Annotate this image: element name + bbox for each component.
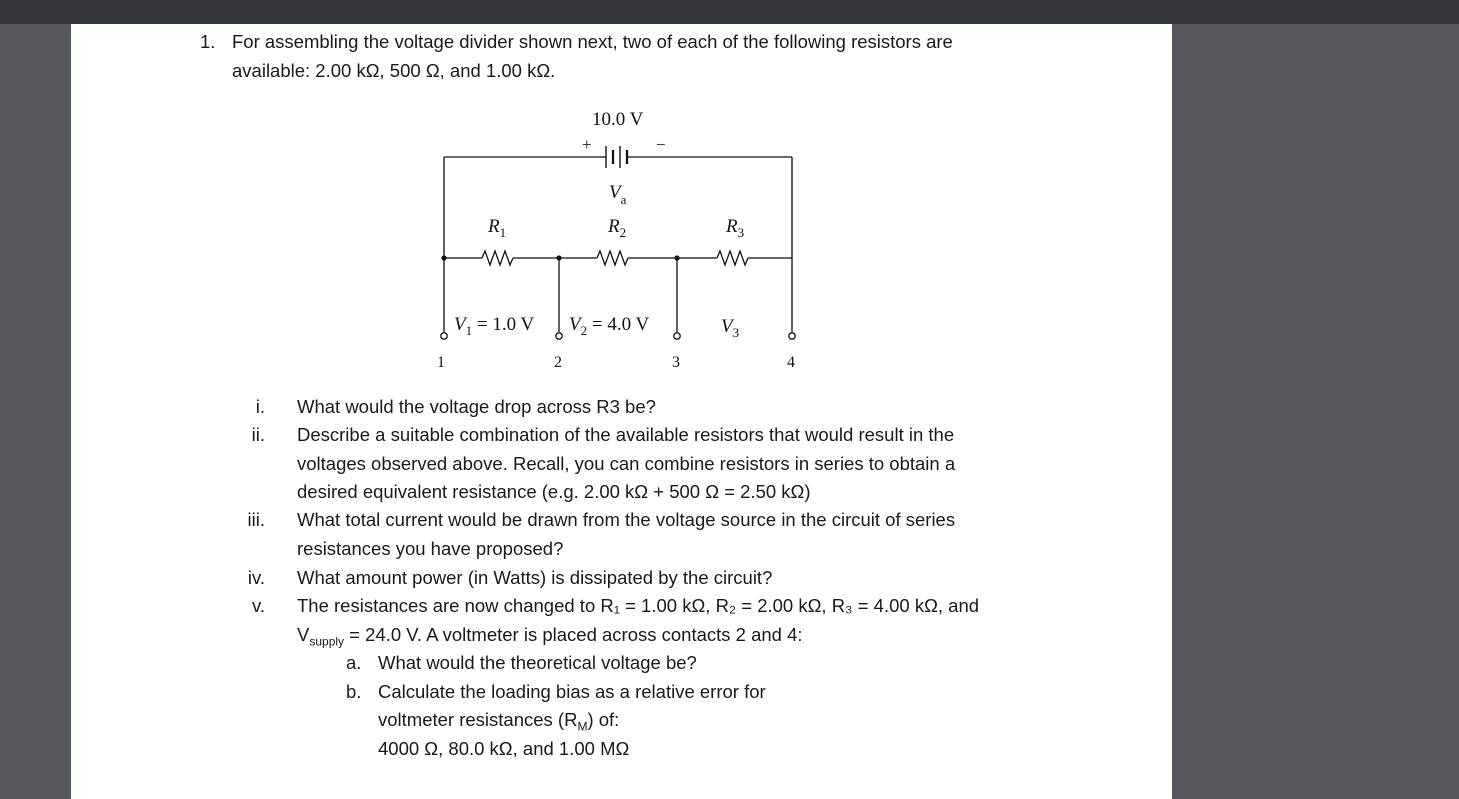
va-main: V — [609, 182, 621, 203]
question-text-line-2: available: 2.00 kΩ, 500 Ω, and 1.00 kΩ. — [232, 60, 556, 81]
v1-main: V — [454, 314, 466, 335]
v3-main: V — [721, 316, 733, 337]
question-number: 1. — [200, 31, 216, 52]
subitem-letter-b: b. — [346, 681, 362, 702]
junction-dot — [556, 255, 561, 260]
va-sub: a — [620, 192, 627, 207]
r2-sub: 2 — [619, 225, 627, 240]
item-v-line-2-rest: = 24.0 V. A voltmeter is placed across contacts 2 and 4: — [344, 624, 803, 645]
contact-label-4: 4 — [787, 354, 795, 371]
r3-sub: 3 — [737, 225, 745, 240]
r3-label — [725, 216, 744, 240]
v1-value: = 1.0 V — [472, 314, 535, 335]
item-number-iv: iv. — [247, 567, 265, 588]
voltage-divider-circuit-diagram — [432, 100, 802, 375]
vsupply-sub: supply — [309, 634, 345, 649]
item-iv-text: What amount power (in Watts) is dissipated by the circuit? — [297, 567, 773, 588]
r1-sub: 1 — [499, 225, 507, 240]
v1-sub: 1 — [465, 323, 473, 338]
contact-label-1: 1 — [437, 354, 445, 371]
contact-label-3: 3 — [672, 354, 680, 371]
item-number-iii: iii. — [247, 509, 265, 530]
item-iii-text-line-1: What total current would be drawn from the voltage source in the circuit of series — [297, 509, 956, 530]
r2-main: R — [608, 216, 620, 237]
item-ii-text-line-2: voltages observed above. Recall, you can combine resistors in series to obtain a — [297, 453, 956, 474]
rm-pre: voltmeter resistances (R — [378, 709, 578, 730]
junction-dot — [441, 255, 446, 260]
subitem-a-text: What would the theoretical voltage be? — [378, 652, 697, 673]
item-ii-text-line-1: Describe a suitable combination of the available resistors that would result in the — [297, 424, 955, 445]
r1-main: R — [488, 216, 500, 237]
item-iii-text-line-2: resistances you have proposed? — [297, 538, 564, 559]
item-v-text-line-1: The resistances are now changed to R₁ = 1.00 kΩ, R₂ = 2.00 kΩ, R₃ = 4.00 kΩ, and — [297, 595, 980, 616]
item-number-i: i. — [255, 396, 265, 417]
r2-label — [607, 216, 626, 240]
item-ii-text-line-3: desired equivalent resistance (e.g. 2.00 kΩ + 500 Ω = 2.50 kΩ) — [297, 481, 811, 502]
rm-post: ) of: — [587, 709, 620, 730]
r1-label — [487, 216, 506, 240]
subitem-letter-a: a. — [346, 652, 362, 673]
plus-sign: + — [582, 135, 592, 154]
item-i-text: What would the voltage drop across R3 be? — [297, 396, 656, 417]
subitem-b-text-line-3: 4000 Ω, 80.0 kΩ, and 1.00 MΩ — [378, 738, 630, 759]
v2-sub: 2 — [580, 323, 588, 338]
junction-dot — [674, 255, 679, 260]
va-label — [609, 182, 627, 207]
subitem-b-text-line-1: Calculate the loading bias as a relative error for — [378, 681, 766, 702]
item-number-v: v. — [251, 595, 265, 616]
question-text-line-1: For assembling the voltage divider shown next, two of each of the following resistors are — [232, 31, 953, 52]
rm-sub: M — [577, 719, 588, 734]
subitem-b-text-line-2 — [378, 709, 619, 738]
vsupply-main: V — [297, 624, 310, 645]
item-v-text-line-2 — [297, 624, 803, 653]
v2-main: V — [569, 314, 581, 335]
item-number-ii: ii. — [251, 424, 265, 445]
viewer-toolbar — [0, 0, 1459, 24]
minus-sign: − — [656, 135, 666, 154]
v2-value: = 4.0 V — [587, 314, 650, 335]
v3-label — [721, 316, 739, 340]
v2-label — [569, 314, 649, 338]
v3-sub: 3 — [732, 325, 740, 340]
contact-label-2: 2 — [554, 354, 562, 371]
r3-main: R — [726, 216, 738, 237]
v1-label — [454, 314, 534, 338]
source-voltage-label: 10.0 V — [592, 109, 644, 130]
